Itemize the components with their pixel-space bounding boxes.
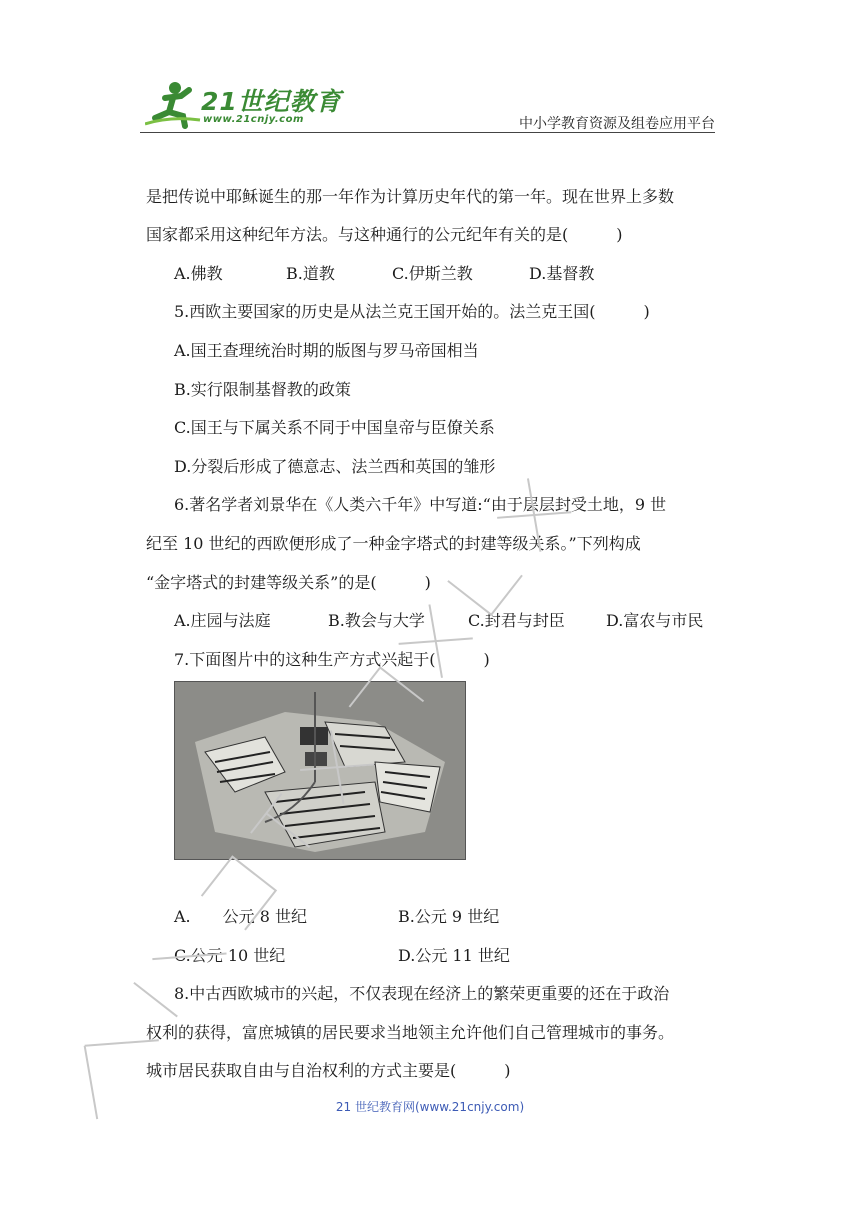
- q4-option-c: C.伊斯兰教: [392, 264, 473, 283]
- q6-option-c: C.封君与封臣: [468, 611, 565, 630]
- q4-option-d: D.基督教: [529, 264, 595, 283]
- q6-option-a: A.庄园与法庭: [174, 611, 271, 630]
- q7-option-c: C.公元 10 世纪: [174, 946, 286, 965]
- q6-option-d: D.富农与市民: [606, 611, 704, 630]
- q7-option-a: A. 公元 8 世纪: [174, 907, 307, 926]
- platform-name: 中小学教育资源及组卷应用平台: [519, 116, 715, 132]
- q8-line-2: 权利的获得，富庶城镇的居民要求当地领主允许他们自己管理城市的事务。: [146, 1023, 675, 1042]
- q4-line-1: 是把传说中耶稣诞生的那一年作为计算历史年代的第一年。现在世界上多数: [146, 187, 675, 206]
- q6-line-3: “金字塔式的封建等级关系”的是( ): [146, 573, 431, 592]
- page-footer: 21 世纪教育网(www.21cnjy.com): [335, 1100, 525, 1114]
- q7-option-d: D.公元 11 世纪: [398, 946, 510, 965]
- q4-line-2: 国家都采用这种纪年方法。与这种通行的公元纪年有关的是( ): [146, 225, 623, 244]
- q5-option-a: A.国王查理统治时期的版图与罗马帝国相当: [174, 341, 479, 360]
- q6-line-2: 纪至 10 世纪的西欧便形成了一种金字塔式的封建等级关系。”下列构成: [146, 534, 641, 553]
- q7-option-b: B.公元 9 世纪: [398, 907, 500, 926]
- page-header: [145, 80, 715, 132]
- runner-logo-icon: [145, 80, 205, 130]
- logo-text: 21世纪教育: [201, 87, 342, 116]
- q5-option-b: B.实行限制基督教的政策: [174, 380, 351, 399]
- q8-line-3: 城市居民获取自由与自治权利的方式主要是( ): [146, 1061, 511, 1080]
- logo-url: www.21cnjy.com: [203, 114, 304, 125]
- header-divider: [140, 132, 715, 133]
- q8-line-1: 8.中古西欧城市的兴起，不仅表现在经济上的繁荣更重要的还在于政治: [174, 984, 670, 1003]
- q6-option-b: B.教会与大学: [328, 611, 425, 630]
- q5-stem: 5.西欧主要国家的历史是从法兰克王国开始的。法兰克王国( ): [174, 302, 650, 321]
- manor-map-image: [174, 681, 466, 860]
- q4-option-a: A.佛教: [174, 264, 223, 283]
- q7-stem: 7.下面图片中的这种生产方式兴起于( ): [174, 650, 490, 669]
- q5-option-d: D.分裂后形成了德意志、法兰西和英国的雏形: [174, 457, 496, 476]
- q4-option-b: B.道教: [286, 264, 335, 283]
- q5-option-c: C.国王与下属关系不同于中国皇帝与臣僚关系: [174, 418, 495, 437]
- q6-line-1: 6.著名学者刘景华在《人类六千年》中写道:“由于层层封受土地，9 世: [174, 495, 667, 514]
- logo: [145, 80, 345, 132]
